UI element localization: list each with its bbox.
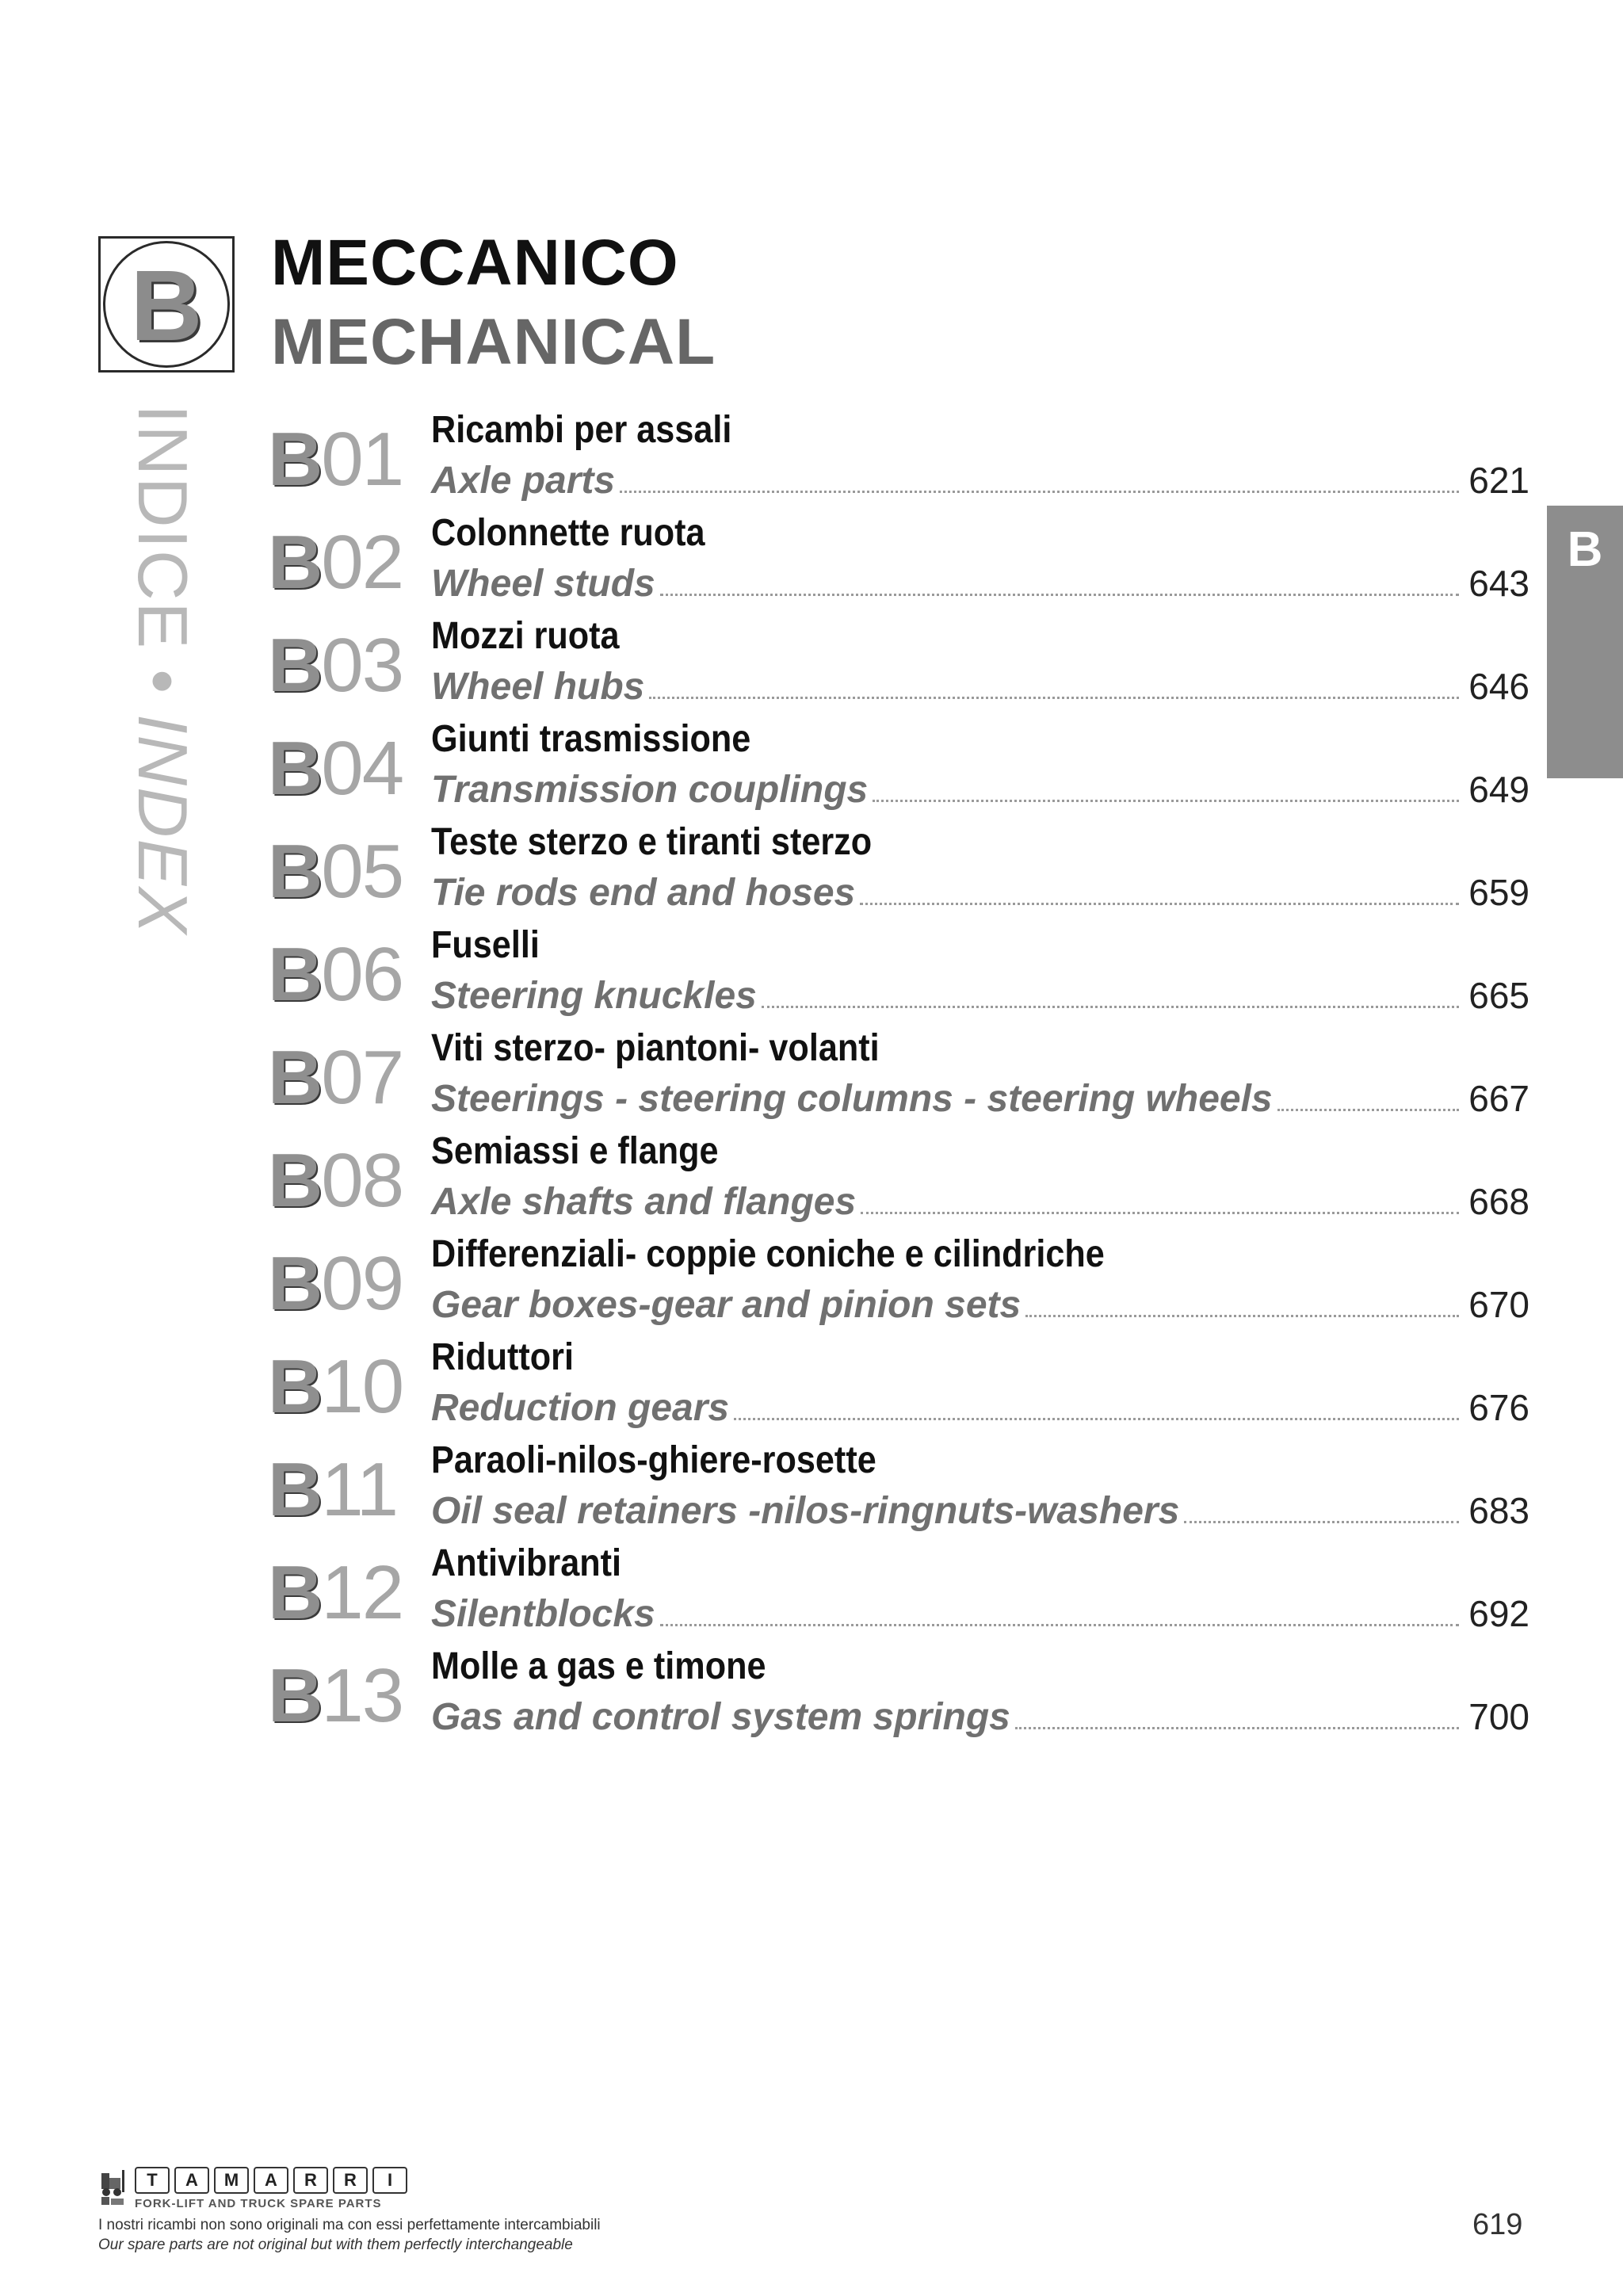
toc-english-line [431, 1382, 1529, 1433]
toc-code-letter: B [268, 932, 322, 1017]
toc-title-english: Reduction gears [431, 1387, 730, 1429]
toc-code-number: 01 [321, 417, 403, 502]
toc-title-italian: Riduttori [431, 1336, 574, 1378]
toc-title-italian: Fuselli [431, 924, 540, 966]
toc-code-number: 06 [321, 932, 403, 1017]
toc-entry[interactable] [269, 818, 1529, 921]
toc-title-english: Wheel studs [431, 563, 655, 605]
toc-text [431, 818, 1529, 918]
logo-tagline: FORK-LIFT AND TRUCK SPARE PARTS [135, 2197, 382, 2210]
page-number: 619 [1472, 2208, 1523, 2241]
toc-entry[interactable] [269, 1024, 1529, 1127]
toc-code-letter: B [268, 623, 322, 708]
toc-english-line [431, 1588, 1529, 1639]
toc-code-letter: B [268, 1550, 322, 1635]
logo-letter: I [372, 2167, 407, 2194]
toc-code [268, 1035, 403, 1120]
toc-code [268, 1344, 403, 1429]
table-of-contents [269, 406, 1529, 1745]
toc-title-italian: Colonnette ruota [431, 512, 705, 554]
logo-letter: A [174, 2167, 209, 2194]
toc-dot-leader [734, 1418, 1459, 1420]
toc-page-number: 659 [1468, 872, 1529, 913]
toc-dot-leader [660, 594, 1460, 596]
toc-page-number: 668 [1468, 1181, 1529, 1222]
toc-code [268, 520, 403, 605]
toc-code-letter: B [268, 1653, 322, 1738]
toc-page-number: 700 [1468, 1696, 1529, 1737]
toc-title-english: Gas and control system springs [431, 1696, 1010, 1738]
toc-code-number: 05 [321, 829, 403, 914]
toc-english-line [431, 558, 1529, 609]
toc-entry[interactable] [269, 509, 1529, 612]
toc-entry[interactable] [269, 1539, 1529, 1642]
toc-code-letter: B [268, 520, 322, 605]
toc-title-italian: Teste sterzo e tiranti sterzo [431, 821, 873, 863]
toc-text [431, 1333, 1529, 1433]
toc-code-letter: B [268, 417, 322, 502]
toc-entry[interactable] [269, 1127, 1529, 1230]
toc-code-number: 08 [321, 1138, 403, 1223]
section-title-italian: MECCANICO [271, 227, 679, 299]
toc-text [431, 612, 1529, 712]
toc-text [431, 1539, 1529, 1639]
toc-title-italian: Viti sterzo- piantoni- volanti [431, 1027, 880, 1069]
toc-entry[interactable] [269, 1230, 1529, 1333]
toc-page-number: 643 [1468, 563, 1529, 604]
toc-code [268, 1447, 397, 1532]
forklift-logo-icon [98, 2167, 130, 2210]
toc-english-line [431, 661, 1529, 712]
toc-page-number: 646 [1468, 666, 1529, 707]
toc-text [431, 1642, 1529, 1742]
toc-code-letter: B [268, 1344, 322, 1429]
toc-code [268, 726, 403, 811]
toc-title-italian: Molle a gas e timone [431, 1645, 766, 1687]
toc-title-italian: Ricambi per assali [431, 409, 732, 451]
toc-page-number: 692 [1468, 1593, 1529, 1634]
section-letter: B [130, 250, 203, 361]
toc-text [431, 1127, 1529, 1227]
toc-title-english: Steerings - steering columns - steering wheels [431, 1078, 1273, 1120]
toc-text [431, 406, 1529, 506]
toc-dot-leader [1184, 1521, 1459, 1523]
logo-lettering [135, 2167, 407, 2194]
toc-english-line [431, 1485, 1529, 1536]
toc-code [268, 1550, 403, 1635]
toc-code [268, 1138, 403, 1223]
toc-page-number: 683 [1468, 1490, 1529, 1531]
toc-code-number: 13 [321, 1653, 403, 1738]
toc-code [268, 1241, 403, 1326]
toc-text [431, 1436, 1529, 1536]
toc-title-english: Steering knuckles [431, 975, 757, 1017]
toc-english-line [431, 1691, 1529, 1742]
toc-title-english: Oil seal retainers -nilos-ringnuts-washers [431, 1490, 1180, 1532]
tamarri-logo [98, 2164, 399, 2213]
toc-dot-leader [860, 903, 1459, 905]
toc-dot-leader [649, 697, 1459, 699]
toc-text [431, 1230, 1529, 1330]
toc-code [268, 417, 403, 502]
toc-text [431, 1024, 1529, 1124]
toc-title-italian: Giunti trasmissione [431, 718, 751, 760]
toc-code [268, 1653, 403, 1738]
toc-page-number: 665 [1468, 975, 1529, 1016]
toc-page-number: 621 [1468, 460, 1529, 501]
toc-text [431, 921, 1529, 1021]
toc-entry[interactable] [269, 1436, 1529, 1539]
toc-english-line [431, 1176, 1529, 1227]
toc-title-italian: Antivibranti [431, 1542, 622, 1584]
logo-letter: A [254, 2167, 288, 2194]
vertical-index-label [119, 404, 206, 1007]
toc-code-number: 07 [321, 1035, 403, 1120]
section-title-english: MECHANICAL [271, 306, 716, 378]
side-tab-letter: B [1567, 522, 1603, 577]
toc-title-english: Gear boxes-gear and pinion sets [431, 1284, 1022, 1326]
toc-page-number: 670 [1468, 1284, 1529, 1325]
toc-english-line [431, 970, 1529, 1021]
toc-dot-leader [861, 1212, 1459, 1214]
toc-code-number: 03 [321, 623, 403, 708]
toc-text [431, 509, 1529, 609]
toc-dot-leader [660, 1624, 1460, 1626]
toc-code [268, 932, 403, 1017]
toc-title-italian: Semiassi e flange [431, 1130, 719, 1172]
toc-code [268, 829, 403, 914]
toc-entry[interactable] [269, 1642, 1529, 1745]
section-side-tab[interactable] [1547, 506, 1623, 778]
toc-code-number: 10 [321, 1344, 403, 1429]
toc-code-number: 11 [321, 1447, 397, 1532]
toc-text [431, 715, 1529, 815]
toc-code-number: 04 [321, 726, 403, 811]
toc-english-line [431, 764, 1529, 815]
toc-english-line [431, 867, 1529, 918]
logo-letter: R [333, 2167, 368, 2194]
toc-english-line [431, 1279, 1529, 1330]
toc-title-english: Axle parts [431, 460, 616, 502]
toc-dot-leader [873, 800, 1459, 802]
toc-title-english: Tie rods end and hoses [431, 872, 856, 914]
toc-english-line [431, 1073, 1529, 1124]
vertical-index-separator: • [124, 669, 202, 696]
toc-code-letter: B [268, 1241, 322, 1326]
toc-title-english: Wheel hubs [431, 666, 645, 708]
toc-title-italian: Paraoli-nilos-ghiere-rosette [431, 1439, 876, 1481]
toc-title-english: Transmission couplings [431, 769, 869, 811]
toc-code [268, 623, 403, 708]
toc-entry[interactable] [269, 921, 1529, 1024]
logo-letter: T [135, 2167, 170, 2194]
toc-code-letter: B [268, 1035, 322, 1120]
toc-code-letter: B [268, 726, 322, 811]
toc-entry[interactable] [269, 1333, 1529, 1436]
toc-dot-leader [620, 491, 1459, 493]
toc-code-number: 09 [321, 1241, 403, 1326]
toc-code-letter: B [268, 829, 322, 914]
toc-page-number: 676 [1468, 1387, 1529, 1428]
vertical-index-italian: INDICE [124, 404, 202, 651]
toc-entry[interactable] [269, 612, 1529, 715]
toc-code-letter: B [268, 1138, 322, 1223]
toc-title-english: Silentblocks [431, 1593, 655, 1635]
toc-page-number: 649 [1468, 769, 1529, 810]
toc-code-letter: B [268, 1447, 322, 1532]
toc-dot-leader [762, 1006, 1459, 1008]
toc-dot-leader [1015, 1727, 1459, 1729]
toc-english-line [431, 455, 1529, 506]
toc-page-number: 667 [1468, 1078, 1529, 1119]
footer-disclaimer-italian: I nostri ricambi non sono originali ma con essi perfettamente intercambiabili [98, 2217, 601, 2233]
toc-title-italian: Mozzi ruota [431, 615, 620, 657]
toc-title-italian: Differenziali- coppie coniche e cilindriche [431, 1233, 1105, 1275]
logo-letter: M [214, 2167, 249, 2194]
section-emblem-circle [103, 241, 230, 368]
vertical-index-english: INDEX [124, 714, 202, 936]
toc-code-number: 12 [321, 1550, 403, 1635]
toc-title-english: Axle shafts and flanges [431, 1181, 857, 1223]
toc-entry[interactable] [269, 715, 1529, 818]
toc-dot-leader [1025, 1315, 1459, 1317]
toc-dot-leader [1277, 1109, 1460, 1111]
logo-letter: R [293, 2167, 328, 2194]
section-emblem [98, 236, 235, 372]
toc-entry[interactable] [269, 406, 1529, 509]
toc-code-number: 02 [321, 520, 403, 605]
footer-disclaimer-english: Our spare parts are not original but with them perfectly interchangeable [98, 2237, 573, 2253]
